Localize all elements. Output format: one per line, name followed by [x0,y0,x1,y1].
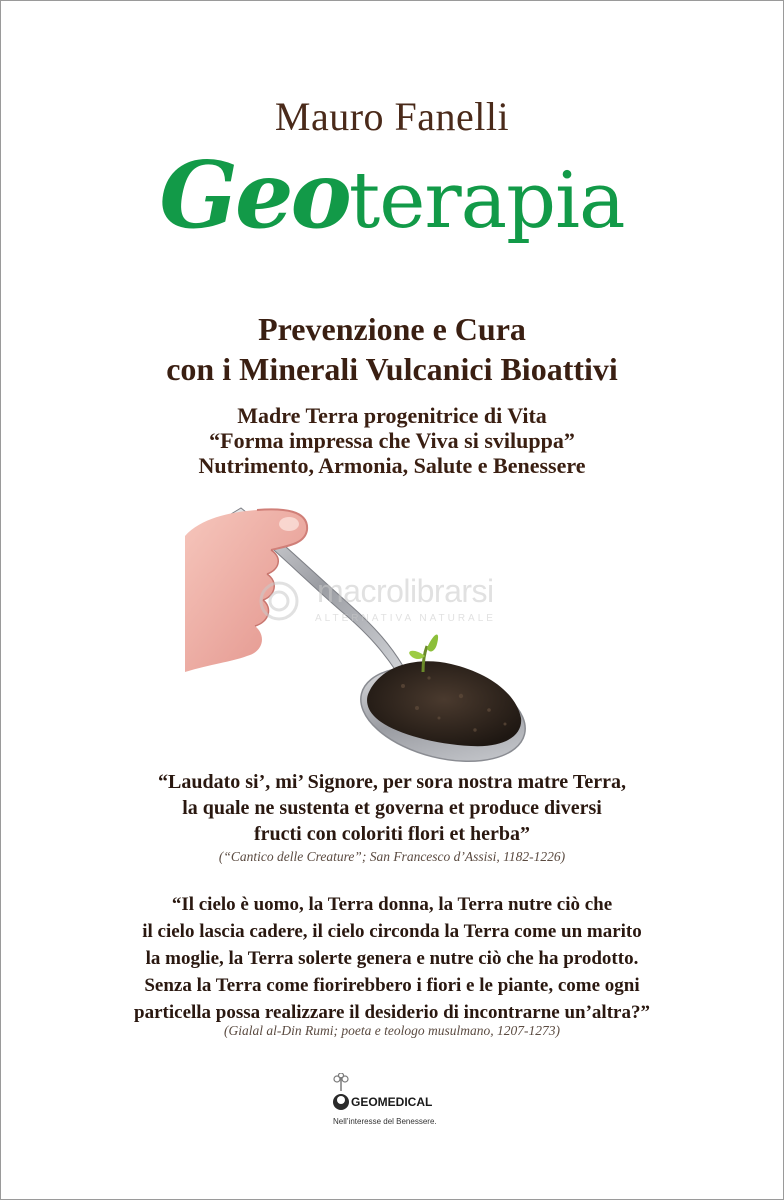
book-title [1,141,783,249]
publisher-logo [331,1073,471,1133]
title-geo: Geo [159,141,349,249]
quote-rumi-citation: (Gialal al-Din Rumi; poeta e teologo musulmano, 1207-1273) [224,1023,560,1038]
quote-line: la moglie, la Terra solerte genera e nutre ciò che ha prodotto. [145,948,639,969]
quote-rumi [1,891,783,1026]
quote-francesco-citation: (“Cantico delle Creature”; San Francesco d’Assisi, 1182-1226) [218,849,566,864]
subtitle-line: con i Minerali Vulcanici Bioattivi [166,351,618,387]
tagline-line: Nutrimento, Armonia, Salute e Benessere [198,453,586,478]
watermark [251,571,551,631]
publisher-name: GEOMEDICAL [351,1095,433,1109]
title-terapia: terapia [348,156,625,246]
watermark-text: macrolibrarsi [317,573,494,609]
author-name: Mauro Fanelli [274,94,510,139]
quote-line: fructi con coloriti flori et herba” [253,823,531,845]
watermark-logo-icon [257,579,307,623]
tagline-line: Madre Terra progenitrice di Vita [237,403,547,428]
quote-line: Senza la Terra come fiorirebbero i fiori e le piante, come ogni [144,975,640,996]
quote-line: “Laudato si’, mi’ Signore, per sora nostra matre Terra, [158,771,626,793]
subtitle-line: Prevenzione e Cura [258,311,526,347]
book-subtitle [1,309,783,389]
book-tagline [1,403,783,478]
quote-line: la quale ne sustenta et governa et produce diversi [182,797,602,819]
tagline-line: “Forma impressa che Viva si sviluppa” [209,428,575,453]
publisher-tagline: Nell’interesse del Benessere. [333,1117,437,1126]
geomedical-logo-icon [331,1073,351,1113]
quote-line: il cielo lascia cadere, il cielo circonda la Terra come un marito [142,921,642,942]
watermark-subtext: ALTERNATIVA NATURALE [315,613,496,624]
quote-line: “Il cielo è uomo, la Terra donna, la Terra nutre ciò che [171,894,613,915]
hand-spoon-soil-illustration [171,496,541,771]
quote-line: particella possa realizzare il desiderio di incontrarne un’altra?” [134,1002,650,1023]
quote-francesco [1,769,783,847]
